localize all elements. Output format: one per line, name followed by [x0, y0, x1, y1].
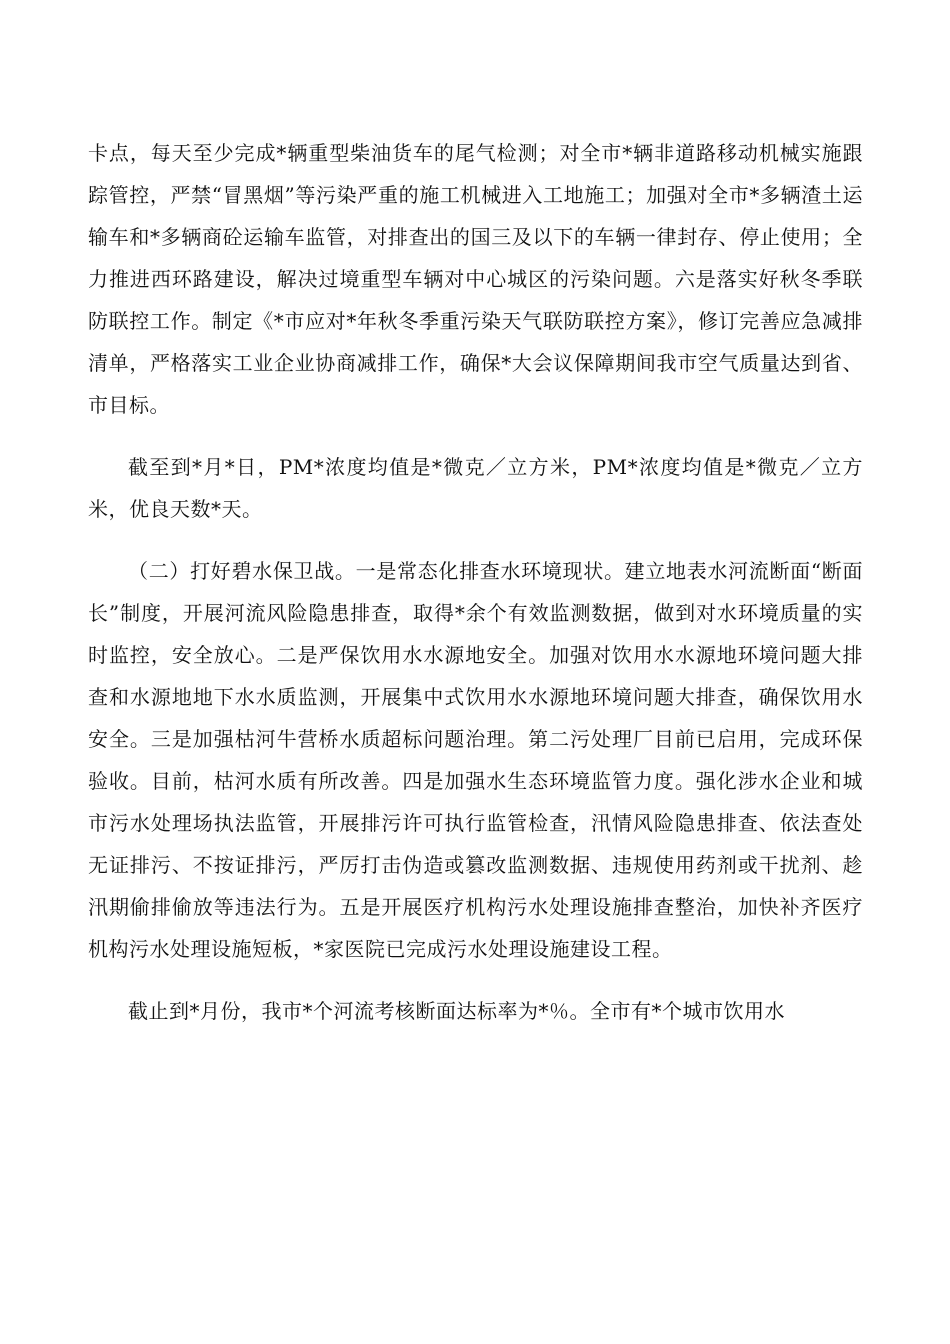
document-body: [88, 132, 863, 1032]
paragraph-pollution-control: 卡点，每天至少完成*辆重型柴油货车的尾气检测；对全市*辆非道路移动机械实施跟踪管控，严禁“冒黑烟”等污染严重的施工机械进入工地施工；加强对全市*多辆渣土运输车和*多辆商砼运输车监管，对排查出的国三及以下的车辆一律封存、停止使用；全力推进西环路建设，解决过境重型车辆对中心城区的污染问题。六是落实好秋冬季联防联控工作。制定《*市应对*年秋冬季重污染天气联防联控方案》，修订完善应急减排清单，严格落实工业企业协商减排工作，确保*大会议保障期间我市空气质量达到省、市目标。: [88, 141, 863, 417]
paragraph-water-protection: （二）打好碧水保卫战。一是常态化排查水环境现状。建立地表水河流断面“断面长”制度，开展河流风险隐患排查，取得*余个有效监测数据，做到对水环境质量的实时监控，安全放心。二是严保饮用水水源地安全。加强对饮用水水源地环境问题大排查和水源地地下水水质监测，开展集中式饮用水水源地环境问题大排查，确保饮用水安全。三是加强枯河牛营桥水质超标问题治理。第二污处理厂目前已启用，完成环保验收。目前，枯河水质有所改善。四是加强水生态环境监管力度。强化涉水企业和城市污水处理场执法监管，开展排污许可执行监管检查，汛情风险隐患排查、依法查处无证排污、不按证排污，严厉打击伪造或篡改监测数据、违规使用药剂或干扰剂、趁汛期偷排偷放等违法行为。五是开展医疗机构污水处理设施排查整治，加快补齐医疗机构污水处理设施短板，*家医院已完成污水处理设施建设工程。: [88, 559, 863, 961]
paragraph-water-stats: 截止到*月份，我市*个河流考核断面达标率为*％。全市有*个城市饮用水: [128, 999, 785, 1023]
paragraph-air-quality-stats: 截至到*月*日，PM*浓度均值是*微克／立方米，PM*浓度均值是*微克／立方米，优良天数*天。: [88, 455, 863, 521]
